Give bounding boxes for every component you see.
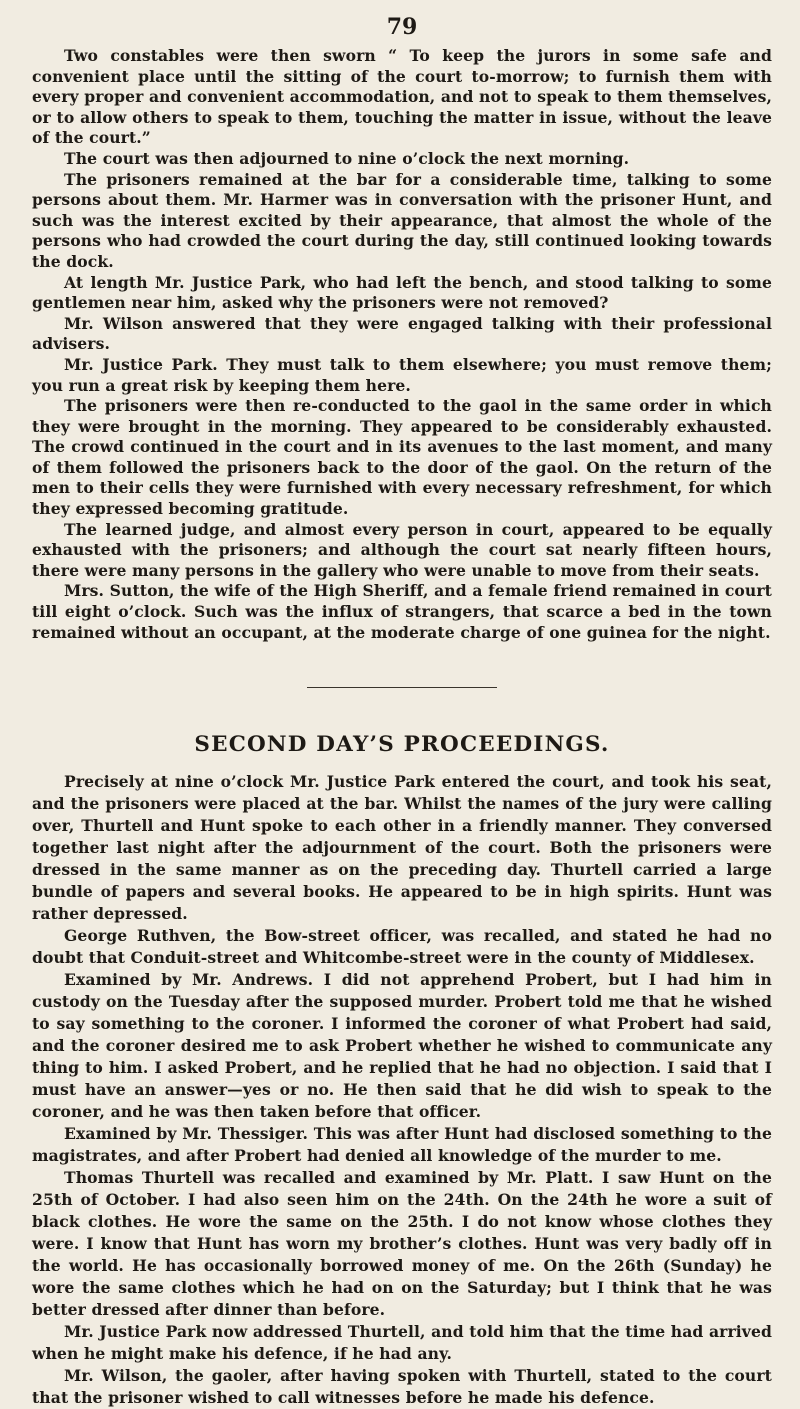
paragraph: At length Mr. Justice Park, who had left the bench, and stood talking to some gentlemen near him, asked why the prisoners were not removed? [32,272,772,313]
paragraph: The learned judge, and almost every person in court, appeared to be equally exhausted with the prisoners; and although the court sat nearly fifteen hours, there were many persons in the gallery who were unable to move from their seats. [32,519,772,580]
paragraph: Precisely at nine o’clock Mr. Justice Park entered the court, and took his seat, and the prisoners were placed at the bar. Whilst the names of the jury were calling over, Thurtell and Hunt spoke to each other in a friendly manner. They conversed together last night after the adjournment of the court. Both the prisoners were dressed in the same manner as on the preceding day. Thurtell carried a large bundle of papers and several books. He appeared to be in high spirits. Hunt was rather depressed. [32,772,772,924]
paragraph: Mr. Wilson, the gaoler, after having spoken with Thurtell, stated to the court that the prisoner wished to call witnesses before he made his defence. [32,1366,772,1408]
paragraph: Mr. Justice Park. They must talk to them elsewhere; you must remove them; you run a great risk by keeping them here. [32,354,772,395]
paragraph: The prisoners were then re-conducted to the gaol in the same order in which they were brought in the morning. They appeared to be considerably exhausted. The crowd continued in the court and in its avenues to the last moment, and many of them followed the prisoners back to the door of the gaol. On the return of the men to their cells they were furnished with every necessary refreshment, for which they expressed becoming gratitude. [32,396,772,519]
paragraph: Examined by Mr. Andrews. I did not apprehend Probert, but I had him in custody on the Tuesday after the supposed murder. Probert told me that he wished to say something to the coroner. I informed the coroner of what Probert had said, and the coroner desired me to ask Probert whether he wished to communicate any thing to him. I asked Probert, and he replied that he had no objection. I said that I must have an answer—yes or no. He then said that he did wish to speak to the coroner, and he was then taken before that officer. [32,970,772,1122]
page-number: 79 [386,14,418,40]
paragraph: George Ruthven, the Bow-street officer, was recalled, and stated he had no doubt that Conduit-street and Whitcombe-street were in the county of Middlesex. [32,926,772,968]
section-heading: SECOND DAY’S PROCEEDINGS. [194,732,610,758]
paragraph: Mr. Wilson answered that they were engaged talking with their professional advisers. [32,313,772,354]
paragraph: Two constables were then sworn “ To keep the jurors in some safe and convenient place until the sitting of the court to-morrow; to furnish them with every proper and convenient accommodation, and not to speak to them themselves, or to allow others to speak to them, touching the matter in issue, without the leave of the court.” [32,46,772,148]
paragraph: The prisoners remained at the bar for a considerable time, talking to some persons about them. Mr. Harmer was in conversation with the prisoner Hunt, and such was the interest excited by their appearance, that almost the whole of the persons who had crowded the court during the day, still continued looking towards the dock. [32,169,772,271]
paragraph: Examined by Mr. Thessiger. This was after Hunt had disclosed something to the magistrates, and after Probert had denied all knowledge of the murder to me. [32,1124,772,1166]
paragraph: The court was then adjourned to nine o’clock the next morning. [64,148,630,168]
paragraph: Mr. Justice Park now addressed Thurtell, and told him that the time had arrived when he might make his defence, if he had any. [32,1322,772,1364]
section-divider [307,687,497,688]
court-adjournment-section [32,46,772,643]
paragraph: Mrs. Sutton, the wife of the High Sheriff, and a female friend remained in court till eight o’clock. Such was the influx of strangers, that scarce a bed in the town remained without an occupant, at the moderate charge of one guinea for the night. [32,581,772,642]
paragraph: Thomas Thurtell was recalled and examined by Mr. Platt. I saw Hunt on the 25th of October. I had also seen him on the 24th. On the 24th he wore a suit of black clothes. He wore the same on the 25th. I do not know whose clothes they were. I know that Hunt has worn my brother’s clothes. Hunt was very badly off in the world. He has occasionally borrowed money of me. On the 26th (Sunday) he wore the same clothes which he had on on the Saturday; but I think that he was better dressed after dinner than before. [32,1168,772,1320]
second-day-section [32,771,772,1409]
